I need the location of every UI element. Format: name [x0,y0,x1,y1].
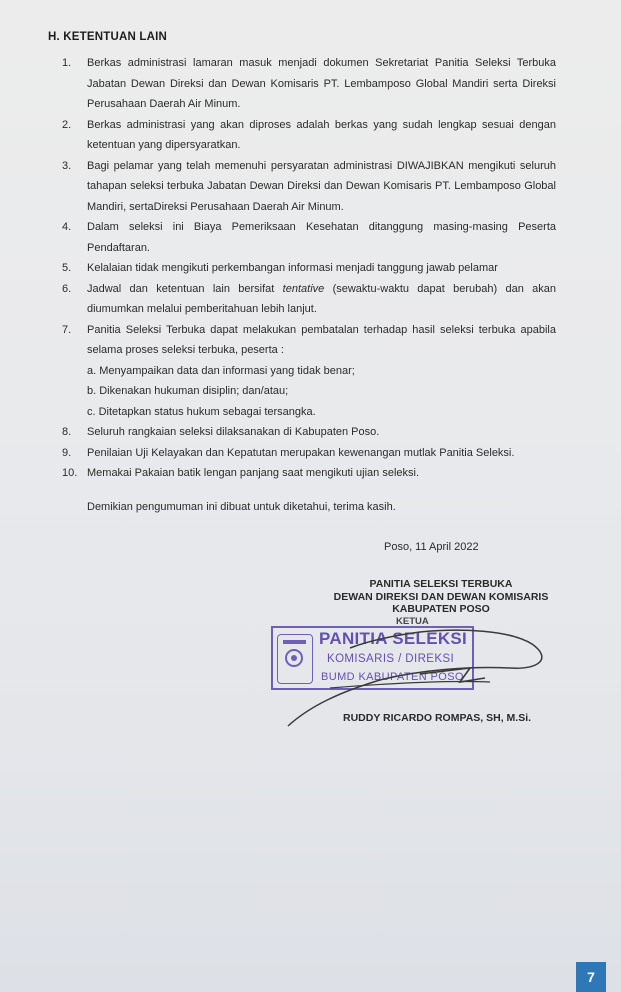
provisions-list [62,53,556,484]
item-text-part: Jadwal dan ketentuan lain bersifat [87,282,283,295]
list-item [62,156,556,218]
item-number: 7. [62,323,72,336]
section-title: H. KETENTUAN LAIN [48,31,168,43]
signer-name: RUDDY RICARDO ROMPAS, SH, M.Si. [343,712,532,724]
committee-name [320,578,562,616]
item-text: Memakai Pakaian batik lengan panjang saat mengikuti ujian seleksi. [87,467,420,479]
item-number: 2. [62,118,72,131]
item-text: Penilaian Uji Kelayakan dan Kepatutan merupakan kewenangan mutlak Panitia Seleksi. [87,446,515,459]
stamp-title: PANITIA SELEKSI [319,629,468,648]
item-text: Panitia Seleksi Terbuka dapat melakukan pembatalan terhadap hasil seleksi terbuka apabila selama proses seleksi terbuka, peserta : [87,323,556,356]
italic-term: tentative [282,282,325,295]
list-item [62,115,556,156]
committee-line: PANITIA SELEKSI TERBUKA [369,578,513,590]
committee-line: DEWAN DIREKSI DAN DEWAN KOMISARIS [333,590,549,603]
item-number: 6. [62,282,72,295]
stamp-org: BUMD KABUPATEN POSO [321,671,464,683]
list-item [62,422,556,443]
item-text: Dalam seleksi ini Biaya Pemeriksaan Kesehatan ditanggung masing-masing Peserta Pendaftaran. [87,221,556,254]
item-number: 9. [62,446,72,459]
item-text: Seluruh rangkaian seleksi dilaksanakan di Kabupaten Poso. [87,426,380,438]
closing-statement: Demikian pengumuman ini dibuat untuk diketahui, terima kasih. [87,501,396,513]
item-text: Bagi pelamar yang telah memenuhi persyaratan administrasi DIWAJIBKAN mengikuti seluruh tahapan seleksi terbuka Jabatan Dewan Direksi dan Dewan Komisaris PT. Lembamposo Global Mandiri, sertaDireksi Perusahaan Daerah Air Minum. [87,159,556,213]
signer-role: KETUA [396,616,429,627]
list-item [62,443,556,464]
item-number: 4. [62,221,72,233]
item-number: 1. [62,57,72,69]
item-number: 3. [62,159,72,172]
page-number: 7 [576,962,606,992]
item-text: Berkas administrasi lamaran masuk menjadi dokumen Sekretariat Panitia Seleksi Terbuka Jabatan Dewan Direksi dan Dewan Komisaris PT. Lembamposo Global Mandiri serta Direksi Perusahaan Daerah Air Minum. [87,57,556,110]
committee-line: KABUPATEN POSO [392,603,490,615]
list-item [62,320,556,361]
sub-item: b. Dikenakan hukuman disiplin; dan/atau; [87,385,289,397]
item-number: 10. [62,467,78,479]
stamp-subtitle: KOMISARIS / DIREKSI [327,653,455,665]
place-date: Poso, 11 April 2022 [384,541,479,553]
item-text: Kelalaian tidak mengikuti perkembangan informasi menjadi tanggung jawab pelamar [87,262,498,274]
list-item [62,279,556,320]
list-item [62,463,556,484]
list-item [62,217,556,258]
sub-item: a. Menyampaikan data dan informasi yang tidak benar; [87,364,355,377]
sub-item: c. Ditetapkan status hukum sebagai tersangka. [87,405,316,418]
item-number: 5. [62,262,72,274]
list-item [62,258,556,279]
list-item [62,53,556,115]
item-text-part: (sewaktu-waktu dapat berubah) dan akan diumumkan melalui pemberitahuan lebih lanjut. [87,282,556,315]
item-text: Berkas administrasi yang akan diproses adalah berkas yang sudah lengkap sesuai dengan ketentuan yang dipersyaratkan. [87,118,556,151]
item-number: 8. [62,426,72,438]
item-text [87,279,556,320]
